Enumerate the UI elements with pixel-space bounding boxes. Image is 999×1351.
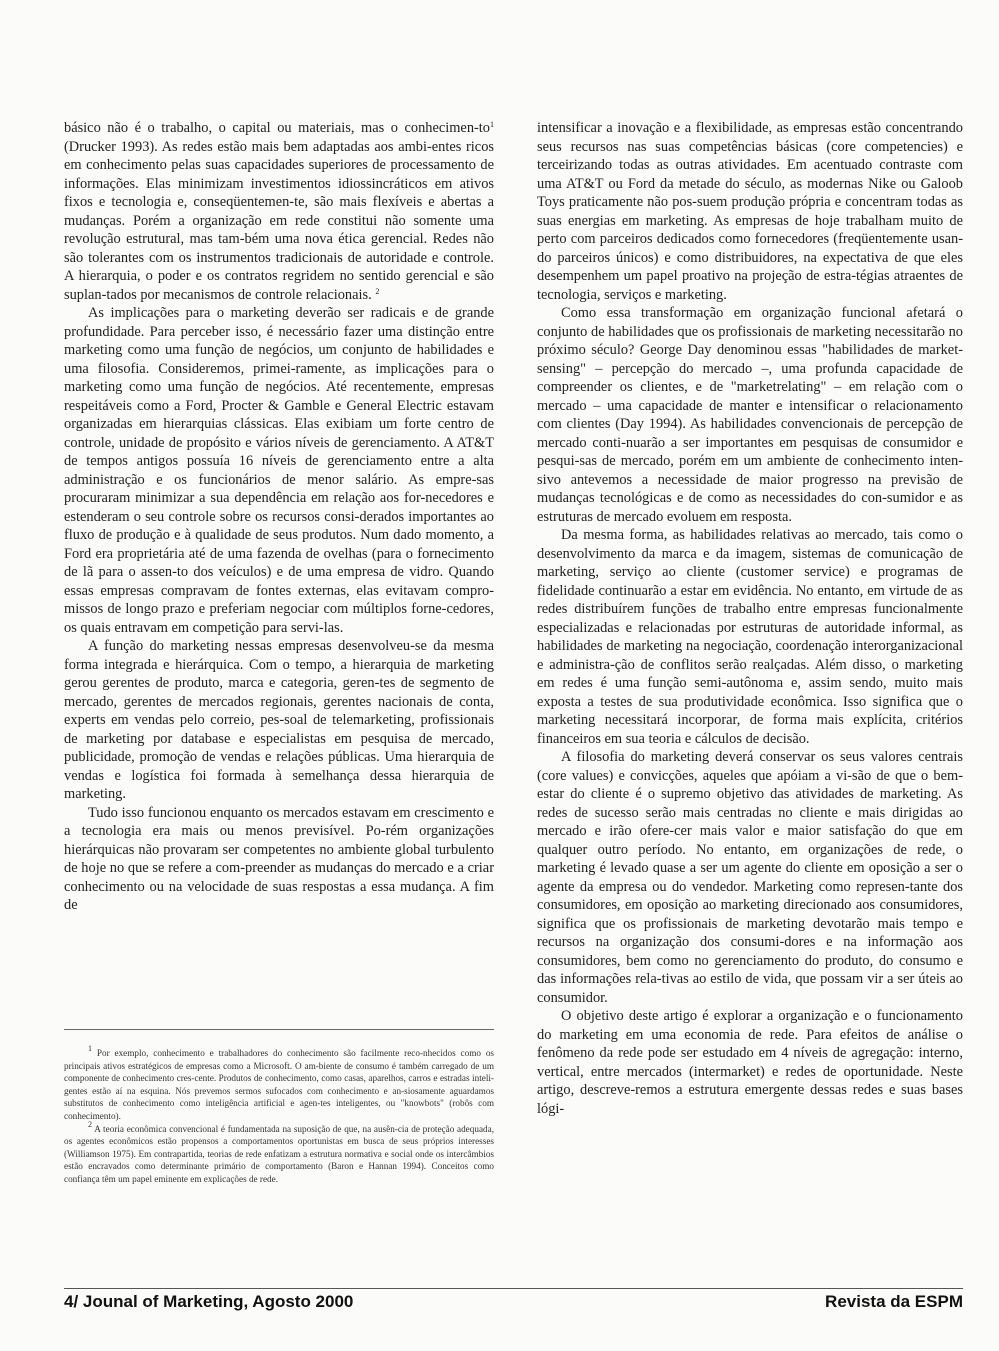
footnote-text: Por exemplo, conhecimento e trabalhadores do conhecimento são facilmente reco-nhecidos como os principais ativos estratégicos de empresas como a Microsoft. O am-biente de consumo é também carregado de um componente de conhecimento cres-cente. Produtos de conhecimento, como casas, aparelhos, carros e estradas inteli-gentes estão aí na esquina. Nós prevemos sermos sufocados com conhecimento e an-siosamente aguardamos substitutos de conhecimento como inteligência artificial e agen-tes inteligentes, ou "knowbots" (robôs com conhecimento). xyxy=(64,1048,494,1121)
footnote-text: A teoria econômica convencional é fundamentada na suposição de que, na ausên-cia de proteção adequada, os agentes econômicos estão propensos a comportamentos oportunistas em busca de seus próprios interesses (Williamson 1975). Em contrapartida, teorias de rede enfatizam a estrutura normativa e social onde os intercâmbios estão encravados como determinante primário de comportamento (Baron e Hannan 1994). Conceitos como confiança têm um papel eminente em explicações de rede. xyxy=(64,1123,494,1184)
paragraph: A função do marketing nessas empresas desenvolveu-se da mesma forma integrada e hierárquica. Com o tempo, a hierarquia de marketing gerou gerentes de produto, marca e categoria, geren-tes de segmento de mercado, gerentes de mercados regionais, gerentes nacionais de conta, experts em vendas pelo correio, pes-soal de telemarketing, profissionais de marketing por database e especialistas em pesquisa de mercado, publicidade, promoção de vendas e relações públicas. Uma hierarquia de vendas e logística foi formada à semelhança dessa hierarquia de marketing. xyxy=(64,638,494,802)
footnote-ref[interactable]: 2 xyxy=(375,286,380,296)
footer-journal-info: 4/ Jounal of Marketing, Agosto 2000 xyxy=(64,1292,354,1311)
paragraph: Como essa transformação em organização funcional afetará o conjunto de habilidades que os profissionais de marketing necessitarão no próximo século? George Day denominou essas "habilidades de market-sensing" – percepção do mercado –, uma profunda capacidade de compreender os clientes, e de "marketrelating" – em relação com o mercado – uma capacidade de manter e intensificar o relacionamento com clientes (Day 1994). As habilidades convencionais de percepção de mercado conti-nuarão a ser importantes em pesquisas de consumidor e pesqui-sas de mercado, porém em um ambiente de conhecimento inten-sivo antevemos a necessidade de maior progresso na previsão de mudanças tecnológicas e de como as necessidades do con-sumidor e as estruturas de mercado evoluem em resposta. xyxy=(537,305,963,525)
paragraph: O objetivo deste artigo é explorar a organização e o funcionamento do marketing em uma economia de rede. Para efeitos de análise o fenômeno da rede pode ser estudado em 4 níveis de agregação: interno, vertical, entre mercados (intermarket) e redes de oportunidade. Neste artigo, descreve-remos a estrutura emergente dessas redes e suas bases lógi- xyxy=(537,1008,963,1117)
footnote-2 xyxy=(64,1119,494,1186)
footnote-ref[interactable]: 1 xyxy=(490,120,494,129)
right-column xyxy=(537,119,963,1118)
paragraph: As implicações para o marketing deverão ser radicais e de grande profundidade. Para perceber isso, é necessário fazer uma distinção entre marketing como uma função de negócios, um conjunto de habilidades e uma filosofia. Consideremos, primei-ramente, as implicações para o marketing como uma função de negócios. Até recentemente, empresas respeitáveis como a Ford, Procter & Gamble e General Electric estavam organizadas em hierarquias clássicas. Elas exibiam um forte centro de controle, unidade de propósito e vários níveis de gerenciamento. A AT&T de tempos antigos possuía 16 níveis de gerenciamento entre a alta administração e os funcionários de menor salário. As empre-sas procuraram minimizar a sua dependência em relação aos for-necedores e estenderam o seu controle sobre os recursos consi-derados importantes ao fluxo de produção e à qualidade de seus produtos. Num dado momento, a Ford era proprietária até de uma fazenda de ovelhas (para o fornecimento de lã para o assen-to dos veículos) e de uma empresa de vidro. Quando essas empresas compravam de fontes externas, elas evitavam compro-missos de longo prazo e preferiam negociar com múltiplos forne-cedores, os quais entravam em competição para servi-las. xyxy=(64,305,494,636)
footnotes xyxy=(64,1044,494,1186)
paragraph xyxy=(64,119,494,304)
paragraph-text: básico não é o trabalho, o capital ou materiais, mas o conhecimen-to xyxy=(64,120,490,136)
footnote-number: 1 xyxy=(88,1044,92,1053)
footnote-1 xyxy=(64,1044,494,1123)
footnote-divider xyxy=(64,1029,494,1030)
footer-divider xyxy=(64,1288,963,1289)
paragraph: intensificar a inovação e a flexibilidade, as empresas estão concentrando seus recursos nas suas competências básicas (core competencies) e terceirizando todas as outras atividades. Em acentuado contraste com uma AT&T ou Ford da metade do século, as modernas Nike ou Galoob Toys praticamente não pos-suem produção própria e concentram todas as suas energias em marketing. As empresas de hoje trabalham muito de perto com parceiros dedicados como fornecedores (freqüentemente usan-do parceiros únicos) e como distribuidores, na expectativa de que eles desempenhem um papel proativo na projeção de estra-tégias atraentes de tecnologia, serviços e marketing. xyxy=(537,120,963,303)
left-column xyxy=(64,119,494,915)
paragraph-text: (Drucker 1993). As redes estão mais bem adaptadas aos ambi-entes ricos em conhecimento pelas suas capacidades superiores de processamento de informações. Elas minimizam investimentos idiossincráticos em ativos fixos e tecnologia e, conseqüentemen-te, são mais flexíveis e abertas a mudanças. Porém a organização em rede constitui não somente uma revolução estrutural, mas tam-bém uma nova ética gerencial. Redes não são tolerantes com os instrumentos tradicionais de autoridade e controle. A hierarquia, o poder e os contratos regridem no sentido gerencial e são suplan-tados por mecanismos de controle relacionais. xyxy=(64,138,494,303)
footnote-number: 2 xyxy=(88,1119,92,1129)
paragraph: Tudo isso funcionou enquanto os mercados estavam em crescimento e a tecnologia era mais ou menos previsível. Po-rém organizações hierárquicas não provaram ser competentes no ambiente global turbulento de hoje no que se refere a com-preender as mudanças do mercado e a criar conhecimento ou na velocidade de suas respostas a essa mudança. A fim de xyxy=(64,804,494,913)
paragraph: Da mesma forma, as habilidades relativas ao mercado, tais como o desenvolvimento da marca e da imagem, sistemas de comunicação de marketing, serviço ao cliente (customer service) e programas de fidelidade continuarão a estar em evidência. No entanto, em virtude de as redes distribuírem funções de trabalho entre empresas funcionalmente especializadas e relacionadas por estruturas de autoridade informal, as habilidades de marketing na negociação, coordenação interorganizacional e administra-ção de conflitos serão realçadas. Além disso, o marketing em redes é uma função semi-autônoma e, assim sendo, muito mais exposta a testes de sua produtividade econômica. Isso significa que o marketing necessitará incorporar, de forma mais explícita, critérios financeiros em sua teoria e cálculos de decisão. xyxy=(537,527,963,747)
footer-publication-name: Revista da ESPM xyxy=(825,1292,963,1311)
paragraph: A filosofia do marketing deverá conservar os seus valores centrais (core values) e convicções, aqueles que apóiam a vi-são de que o bem-estar do cliente é o supremo objetivo das atividades de marketing. As redes de sucesso serão mais centradas no cliente e mais dirigidas ao mercado e irão ofere-cer mais valor e maior satisfação do que em qualquer outro período. No entanto, em organizações de rede, o marketing é levado quase a ser um agente do cliente em oposição a ser o agente da empresa ou do vendedor. Marketing como represen-tante dos consumidores, em oposição ao marketing direcionado aos consumidores, significa que os profissionais de marketing devotarão mais tempo e recursos na organização dos consumi-dores e na informação aos consumidores, bem como no gerenciamento do produto, do consumo e das informações rela-tivas ao estilo de vida, que possam vir a ser úteis ao consumidor. xyxy=(537,749,963,1006)
